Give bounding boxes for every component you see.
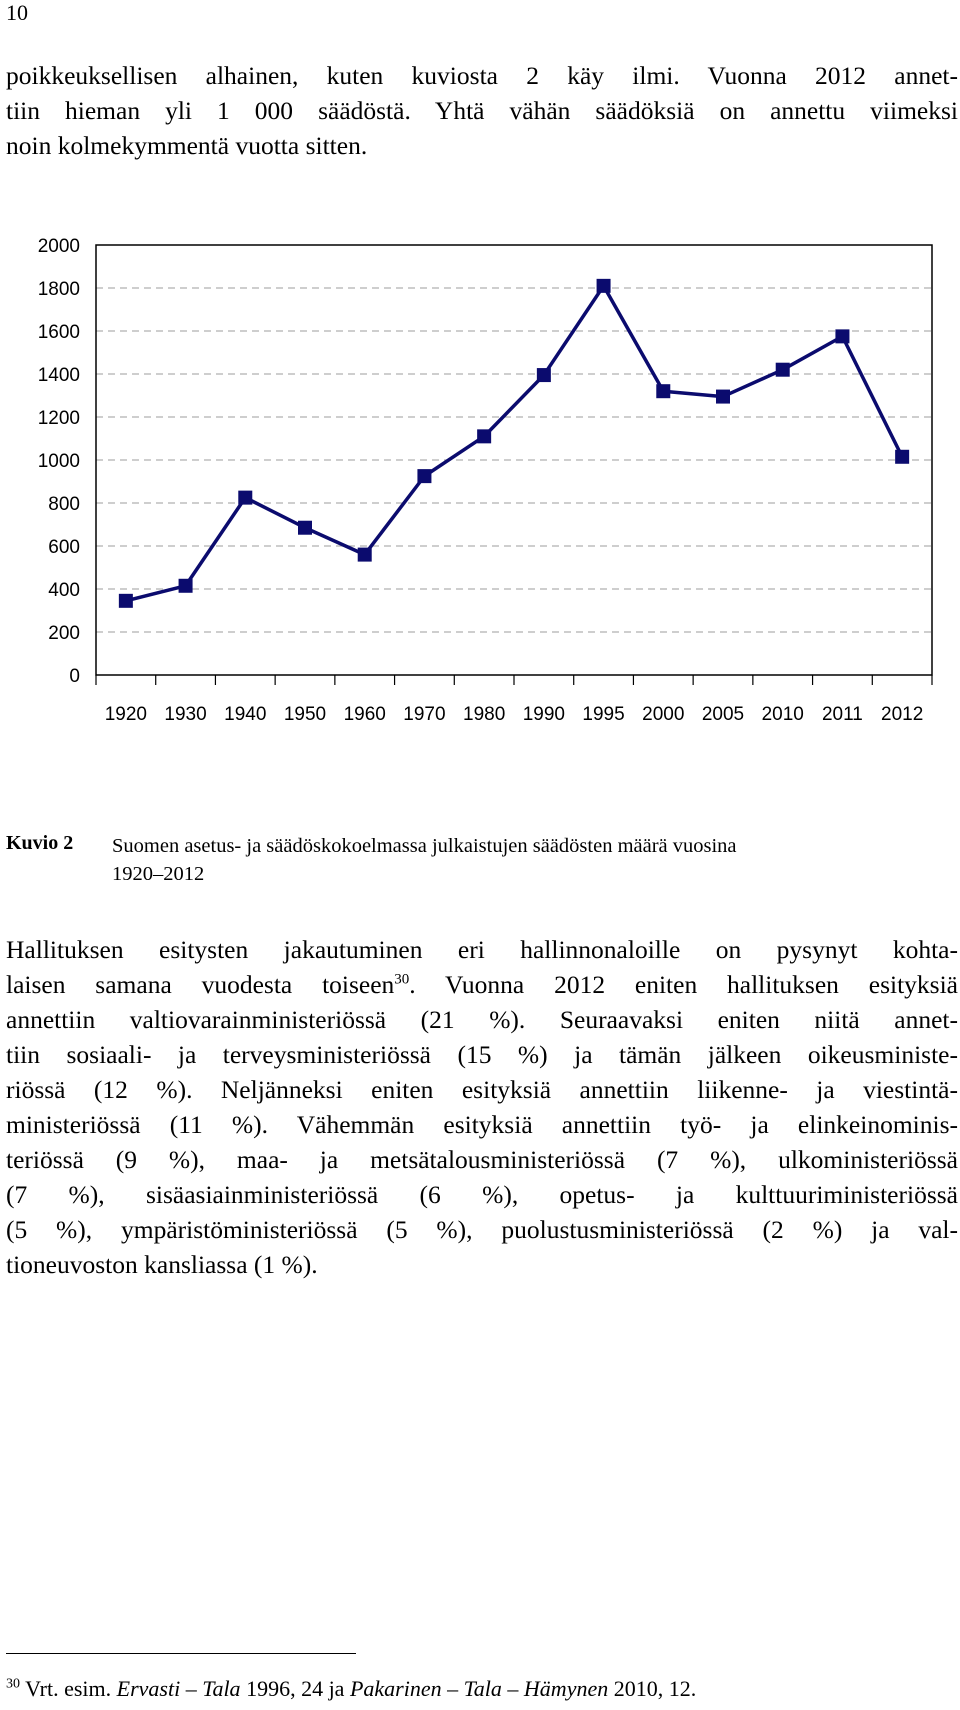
line-chart <box>0 225 960 805</box>
x-tick-label: 1995 <box>582 704 625 725</box>
footnote-authors: Ervasti – Tala <box>116 1676 241 1701</box>
data-point <box>358 548 372 562</box>
intro-line: tiin hieman yli 1 000 säädöstä. Yhtä vähän säädöksiä on annettu viimeksi <box>6 96 958 125</box>
footnote-divider <box>6 1653 356 1654</box>
page-number: 10 <box>6 0 28 25</box>
footnote-reference[interactable]: 30 <box>394 971 410 988</box>
figure-caption-line: 1920–2012 <box>112 863 205 885</box>
data-point <box>119 594 133 608</box>
footnote-number: 30 <box>6 1676 20 1692</box>
x-tick-label: 2010 <box>761 704 804 725</box>
y-tick-label: 1800 <box>37 279 80 300</box>
y-tick-label: 1000 <box>37 451 80 472</box>
y-tick-label: 1200 <box>37 408 80 429</box>
x-tick-label: 1990 <box>522 704 565 725</box>
x-tick-label: 2005 <box>701 704 745 725</box>
x-tick-label: 1960 <box>343 704 386 725</box>
y-tick-label: 800 <box>48 494 80 515</box>
data-point <box>417 469 431 483</box>
body-line: (5 %), ympäristöministeriössä (5 %), puolustusministeriössä (2 %) ja val- <box>6 1215 958 1244</box>
chart-svg <box>0 225 960 805</box>
x-tick-label: 1930 <box>164 704 207 725</box>
data-point <box>298 521 312 535</box>
data-point <box>537 368 551 382</box>
intro-line: noin kolmekymmentä vuotta sitten. <box>6 131 368 160</box>
y-tick-label: 400 <box>48 580 80 601</box>
figure-caption <box>112 832 958 888</box>
x-tick-label: 1940 <box>224 704 267 725</box>
data-point <box>656 384 670 398</box>
data-point <box>835 329 849 343</box>
figure-label: Kuvio 2 <box>6 832 74 854</box>
y-tick-label: 1400 <box>37 365 80 386</box>
data-point <box>238 491 252 505</box>
body-line: tioneuvoston kansliassa (1 %). <box>6 1250 318 1279</box>
footnote-authors: Pakarinen – Tala – Hämynen <box>349 1676 609 1701</box>
data-point <box>179 579 193 593</box>
data-point <box>477 429 491 443</box>
footnote-text: Vrt. esim. <box>20 1676 117 1701</box>
body-text: . Vuonna 2012 eniten hallituksen esityksiä <box>409 970 958 999</box>
y-tick-label: 1600 <box>37 322 80 343</box>
data-point <box>597 279 611 293</box>
data-point <box>716 390 730 404</box>
intro-line: poikkeuksellisen alhainen, kuten kuviosta 2 käy ilmi. Vuonna 2012 annet- <box>6 61 958 90</box>
x-tick-label: 2012 <box>881 704 924 725</box>
footnote-text: 2010, 12. <box>608 1676 697 1701</box>
body-paragraph <box>6 932 958 1282</box>
body-line: annettiin valtiovarainministeriössä (21 %). Seuraavaksi eniten niitä annet- <box>6 1005 958 1034</box>
y-tick-label: 200 <box>48 623 80 644</box>
body-line: riössä (12 %). Neljänneksi eniten esityksiä annettiin liikenne- ja viestintä- <box>6 1075 958 1104</box>
body-line: tiin sosiaali- ja terveysministeriössä (15 %) ja tämän jälkeen oikeusministe- <box>6 1040 958 1069</box>
data-point <box>776 363 790 377</box>
body-line: (7 %), sisäasiainministeriössä (6 %), opetus- ja kulttuuriministeriössä <box>6 1180 958 1209</box>
x-tick-label: 1970 <box>403 704 446 725</box>
body-line: ministeriössä (11 %). Vähemmän esityksiä annettiin työ- ja elinkeinominis- <box>6 1110 958 1139</box>
y-tick-label: 2000 <box>37 236 80 257</box>
body-line: teriössä (9 %), maa- ja metsätalousministeriössä (7 %), ulkoministeriössä <box>6 1145 958 1174</box>
y-tick-label: 600 <box>48 537 80 558</box>
x-tick-label: 2011 <box>821 704 863 725</box>
x-tick-label: 1950 <box>283 704 327 725</box>
data-point <box>895 450 909 464</box>
y-tick-label: 0 <box>69 666 80 687</box>
series-line <box>126 286 902 601</box>
body-line: Hallituksen esitysten jakautuminen eri hallinnonaloille on pysynyt kohta- <box>6 935 958 964</box>
body-line <box>6 967 958 1002</box>
footnote-text: 1996, 24 ja <box>240 1676 350 1701</box>
x-tick-label: 1920 <box>104 704 147 725</box>
figure-caption-line: Suomen asetus- ja säädöskokoelmassa julkaistujen säädösten määrä vuosina <box>112 835 737 857</box>
footnote <box>6 1676 696 1702</box>
body-text: laisen samana vuodesta toiseen <box>6 970 395 999</box>
intro-paragraph <box>6 58 958 163</box>
x-tick-label: 2000 <box>642 704 685 725</box>
x-tick-label: 1980 <box>463 704 506 725</box>
